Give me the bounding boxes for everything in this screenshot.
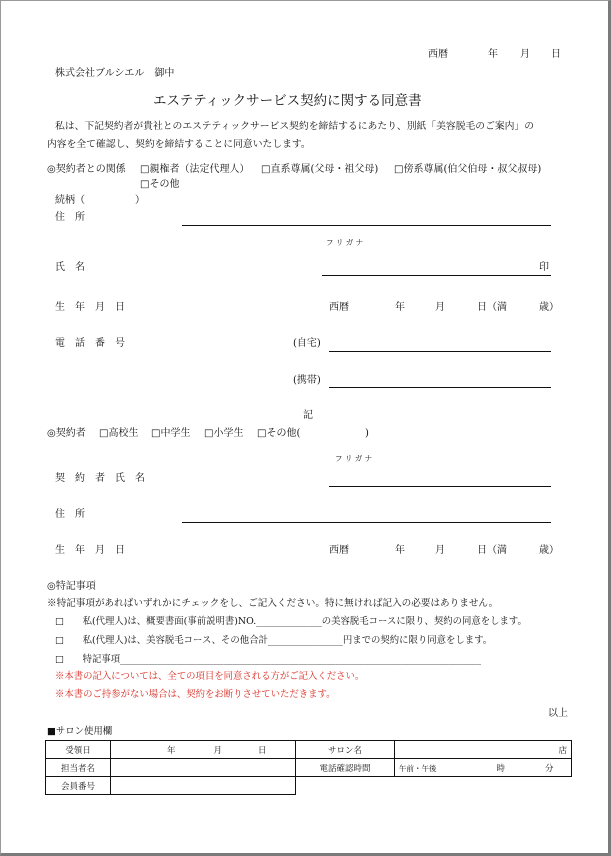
guardian-name-label: 氏 名 (55, 262, 85, 273)
guardian-phone-mobile-label: (携帯) (293, 375, 321, 386)
zokugara-field[interactable]: 続柄（ ） (55, 195, 145, 206)
received-month-label: 月 (213, 745, 223, 756)
guardian-birth-era: 西暦 (329, 302, 349, 313)
header-date-month: 月 (520, 49, 530, 60)
contractor-birth-age: 歳） (539, 545, 559, 556)
salon-name-label: サロン名 (296, 741, 395, 759)
contractor-birth-month: 月 (435, 545, 445, 556)
special-note: ※特記事項があればいずれかにチェックをし、ご記入ください。特に無ければ記入の必要はありません。 (47, 598, 499, 609)
ki-heading: 記 (303, 410, 313, 421)
special-item-3[interactable]: □ 特記事項_____________________________________________________________________________ (55, 654, 482, 665)
contractor-name-label: 契 約 者 氏 名 (55, 473, 145, 484)
guardian-phone-mobile-line[interactable] (329, 387, 551, 388)
guardian-address-label: 住 所 (55, 212, 85, 223)
phone-check-time-label: 電話確認時間 (296, 759, 395, 777)
contractor-kind-highschool[interactable]: □高校生 (99, 428, 139, 439)
contractor-kind-other[interactable]: □その他( (257, 428, 301, 439)
guardian-address-line[interactable] (182, 225, 551, 226)
guardian-furigana-label: フ リ ガ ナ (326, 238, 364, 247)
guardian-seal-mark: 印 (539, 262, 549, 273)
salon-heading: ■サロン使用欄 (47, 726, 113, 737)
contractor-name-line[interactable] (329, 486, 551, 487)
contractor-furigana-label: フ リ ガ ナ (335, 454, 373, 463)
relation-option-other[interactable]: □その他 (140, 179, 180, 190)
contractor-address-label: 住 所 (55, 509, 85, 520)
salon-use-table (45, 740, 572, 795)
guardian-birth-day: 日（満 (477, 302, 507, 313)
relation-label: ◎契約者との関係 (47, 164, 126, 175)
guardian-birth-year: 年 (395, 302, 405, 313)
contractor-birth-label: 生 年 月 日 (55, 545, 125, 556)
staff-name-label: 担当者名 (46, 759, 111, 777)
guardian-phone-home-label: (自宅) (293, 338, 321, 349)
intro-line-2: 内容を全て確認し、契約を締結することに同意いたします。 (47, 139, 311, 150)
am-pm-label: 午前・午後 (399, 763, 437, 773)
received-date-label: 受領日 (46, 741, 111, 759)
special-item-1[interactable]: □ 私(代理人)は、概要書面(事前説明書)NO.______________の美容脱毛コースに限り、契約の同意をします。 (55, 616, 527, 627)
staff-name-cell[interactable] (111, 759, 296, 777)
empty-cell (395, 777, 572, 795)
guardian-phone-home-line[interactable] (329, 351, 551, 352)
received-day-label: 日 (258, 745, 267, 756)
guardian-phone-label: 電 話 番 号 (55, 338, 125, 349)
document-title: エステティックサービス契約に関する同意書 (153, 93, 422, 109)
special-heading: ◎特記事項 (47, 581, 96, 592)
contractor-kind-other-close: ) (365, 428, 369, 439)
contractor-kind-label: ◎契約者 (47, 428, 86, 439)
contractor-birth-day: 日（満 (477, 545, 507, 556)
hour-label: 時 (496, 763, 506, 774)
received-year-label: 年 (167, 745, 176, 756)
header-date-day: 日 (551, 49, 561, 60)
contractor-address-line[interactable] (182, 522, 551, 523)
red-note-2: ※本書のご持参がない場合は、契約をお断りさせていただきます。 (55, 689, 336, 700)
special-item-2[interactable]: □ 私(代理人)は、美容脱毛コース、その他合計________________円までの契約に限り同意をします。 (55, 635, 493, 646)
received-date-cell[interactable] (111, 741, 296, 759)
contractor-birth-year: 年 (395, 545, 405, 556)
contractor-kind-juniorhigh[interactable]: □中学生 (151, 428, 191, 439)
relation-option-lineal[interactable]: □直系尊属(父母・祖父母) (261, 164, 379, 175)
header-date-year: 年 (488, 49, 498, 60)
salon-name-cell[interactable] (395, 741, 572, 759)
guardian-birth-month: 月 (435, 302, 445, 313)
contractor-birth-era: 西暦 (329, 545, 349, 556)
header-date-era: 西暦 (428, 49, 448, 60)
addressee: 株式会社ブルシエル 御中 (55, 68, 175, 79)
relation-option-parent[interactable]: □親権者（法定代理人） (140, 164, 250, 175)
guardian-birth-age: 歳） (539, 302, 559, 313)
guardian-name-line[interactable] (322, 275, 551, 276)
contractor-kind-elementary[interactable]: □小学生 (204, 428, 244, 439)
ijo-text: 以上 (548, 708, 568, 719)
shop-suffix: 店 (558, 745, 567, 756)
red-note-1: ※本書の記入については、全ての項目を同意される方がご記入ください。 (55, 671, 365, 682)
intro-line-1: 私は、下記契約者が貴社とのエステティックサービス契約を締結するにあたり、別紙「美容脱毛のご案内」の (55, 121, 535, 132)
guardian-birth-label: 生 年 月 日 (55, 302, 125, 313)
member-number-cell[interactable] (111, 777, 296, 795)
relation-option-collateral[interactable]: □傍系尊属(伯父伯母・叔父叔母) (394, 164, 542, 175)
member-number-label: 会員番号 (46, 777, 111, 795)
minute-label: 分 (545, 763, 554, 774)
empty-cell (296, 777, 395, 795)
phone-check-time-cell[interactable] (395, 759, 572, 777)
